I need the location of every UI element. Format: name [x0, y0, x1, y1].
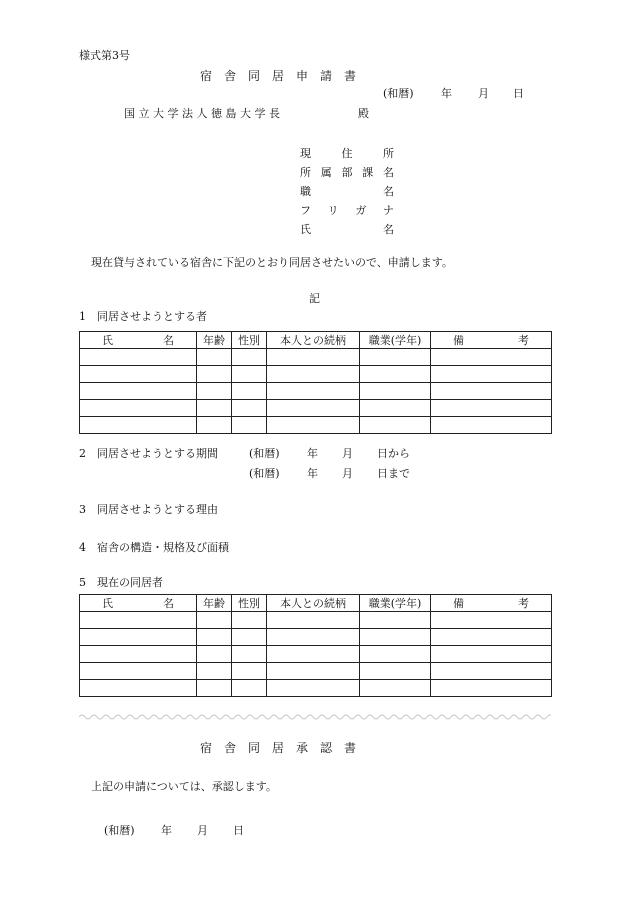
table-cell[interactable] [80, 663, 197, 680]
period-to-year: 年 [307, 467, 318, 480]
table-cell[interactable] [431, 612, 552, 629]
table-cell[interactable] [431, 646, 552, 663]
wavy-divider [79, 712, 551, 722]
table-row [80, 349, 552, 366]
approval-date-day: 日 [233, 824, 244, 837]
table-cell[interactable] [232, 612, 267, 629]
table-header-cell: 年齢 [197, 332, 232, 349]
table-header-cell: 年齢 [197, 595, 232, 612]
period-from-day: 日から [377, 447, 410, 460]
table-row [80, 417, 552, 434]
date-month: 月 [478, 87, 489, 100]
table-cell[interactable] [197, 366, 232, 383]
table-cell[interactable] [232, 349, 267, 366]
table-row [80, 680, 552, 697]
addressee: 国立大学法人徳島大学長 [124, 107, 284, 120]
table-row [80, 612, 552, 629]
table-cell[interactable] [267, 417, 360, 434]
table-cell[interactable] [360, 349, 431, 366]
approval-date-era: (和暦) [104, 824, 135, 837]
table-cell[interactable] [232, 646, 267, 663]
table-row [80, 663, 552, 680]
applicant-field-label: 職 名 [300, 185, 394, 198]
table-cell[interactable] [197, 629, 232, 646]
table-header-cell: 備 考 [431, 332, 552, 349]
applicant-field-label: 現 住 所 [300, 147, 394, 160]
table-cell[interactable] [267, 663, 360, 680]
intro-text: 現在貸与されている宿舎に下記のとおり同居させたいので、申請します。 [91, 256, 453, 269]
table-cell[interactable] [267, 400, 360, 417]
table-row [80, 629, 552, 646]
table-cell[interactable] [197, 349, 232, 366]
date-year: 年 [441, 87, 452, 100]
table-cell[interactable] [431, 383, 552, 400]
period-to-day: 日まで [377, 467, 410, 480]
table-cell[interactable] [232, 629, 267, 646]
table-header-cell: 本人との続柄 [267, 332, 360, 349]
table-cell[interactable] [431, 366, 552, 383]
applicant-field-label: 氏 名 [300, 223, 394, 236]
table-cell[interactable] [232, 383, 267, 400]
period-from-month: 月 [342, 447, 353, 460]
table-cell[interactable] [360, 383, 431, 400]
table-cell[interactable] [232, 417, 267, 434]
approval-date-month: 月 [197, 824, 208, 837]
form-number: 様式第3号 [79, 49, 130, 62]
table-cell[interactable] [360, 646, 431, 663]
honorific: 殿 [358, 107, 369, 120]
cohabitant-table [79, 331, 552, 434]
table-cell[interactable] [232, 366, 267, 383]
table-cell[interactable] [80, 612, 197, 629]
table-row [80, 400, 552, 417]
table-cell[interactable] [197, 417, 232, 434]
section3-label: 3 同居させようとする理由 [79, 503, 218, 516]
section1-label: 1 同居させようとする者 [79, 310, 207, 323]
section5-label: 5 現在の同居者 [79, 576, 163, 589]
table-cell[interactable] [360, 663, 431, 680]
table-cell[interactable] [80, 646, 197, 663]
table-header-cell: 本人との続柄 [267, 595, 360, 612]
table-cell[interactable] [267, 629, 360, 646]
section2-label: 2 同居させようとする期間 [79, 447, 218, 460]
table-header-cell: 性別 [232, 595, 267, 612]
date-era: (和暦) [383, 87, 414, 100]
table-header-cell: 職業(学年) [360, 332, 431, 349]
table-cell[interactable] [360, 612, 431, 629]
current-cohabitant-table [79, 594, 552, 697]
table-row [80, 383, 552, 400]
page-title: 宿 舎 同 居 申 請 書 [200, 69, 357, 83]
table-cell[interactable] [267, 646, 360, 663]
table-header-cell: 氏 名 [80, 595, 197, 612]
table-row [80, 366, 552, 383]
period-from-era: (和暦) [249, 447, 280, 460]
table-cell[interactable] [197, 612, 232, 629]
table-cell[interactable] [360, 400, 431, 417]
applicant-field-label: 所 属 部 課 名 [300, 166, 394, 179]
table-cell[interactable] [431, 663, 552, 680]
section4-label: 4 宿舎の構造・規格及び面積 [79, 541, 229, 554]
table-cell[interactable] [80, 366, 197, 383]
table-cell[interactable] [232, 400, 267, 417]
ki-label: 記 [309, 292, 320, 305]
table-cell[interactable] [197, 400, 232, 417]
table-cell[interactable] [232, 663, 267, 680]
table-cell[interactable] [267, 383, 360, 400]
table-cell[interactable] [360, 366, 431, 383]
approval-date-year: 年 [161, 824, 172, 837]
table-cell[interactable] [80, 629, 197, 646]
period-to-month: 月 [342, 467, 353, 480]
table-cell[interactable] [431, 417, 552, 434]
table-cell[interactable] [360, 680, 431, 697]
table-cell[interactable] [80, 349, 197, 366]
table-cell[interactable] [197, 680, 232, 697]
table-cell[interactable] [360, 629, 431, 646]
table-header-cell: 氏 名 [80, 332, 197, 349]
table-header-cell: 職業(学年) [360, 595, 431, 612]
applicant-field-label: フ リ ガ ナ [300, 204, 394, 217]
table-cell[interactable] [80, 383, 197, 400]
table-row [80, 646, 552, 663]
table-cell[interactable] [80, 680, 197, 697]
table-cell[interactable] [80, 400, 197, 417]
table-header-cell: 性別 [232, 332, 267, 349]
table-cell[interactable] [197, 383, 232, 400]
table-cell[interactable] [267, 680, 360, 697]
table-cell[interactable] [431, 400, 552, 417]
table-cell[interactable] [267, 349, 360, 366]
approval-text: 上記の申請については、承認します。 [91, 780, 277, 793]
table-cell[interactable] [360, 417, 431, 434]
table-cell[interactable] [197, 646, 232, 663]
table-cell[interactable] [431, 680, 552, 697]
period-to-era: (和暦) [249, 467, 280, 480]
table-cell[interactable] [197, 663, 232, 680]
applicant-fields [300, 145, 394, 240]
table-cell[interactable] [232, 680, 267, 697]
date-day: 日 [513, 87, 524, 100]
table-cell[interactable] [431, 349, 552, 366]
period-from-year: 年 [307, 447, 318, 460]
table-cell[interactable] [267, 612, 360, 629]
table-cell[interactable] [267, 366, 360, 383]
table-header-cell: 備 考 [431, 595, 552, 612]
table-cell[interactable] [80, 417, 197, 434]
approval-title: 宿 舎 同 居 承 認 書 [200, 741, 357, 755]
table-cell[interactable] [431, 629, 552, 646]
